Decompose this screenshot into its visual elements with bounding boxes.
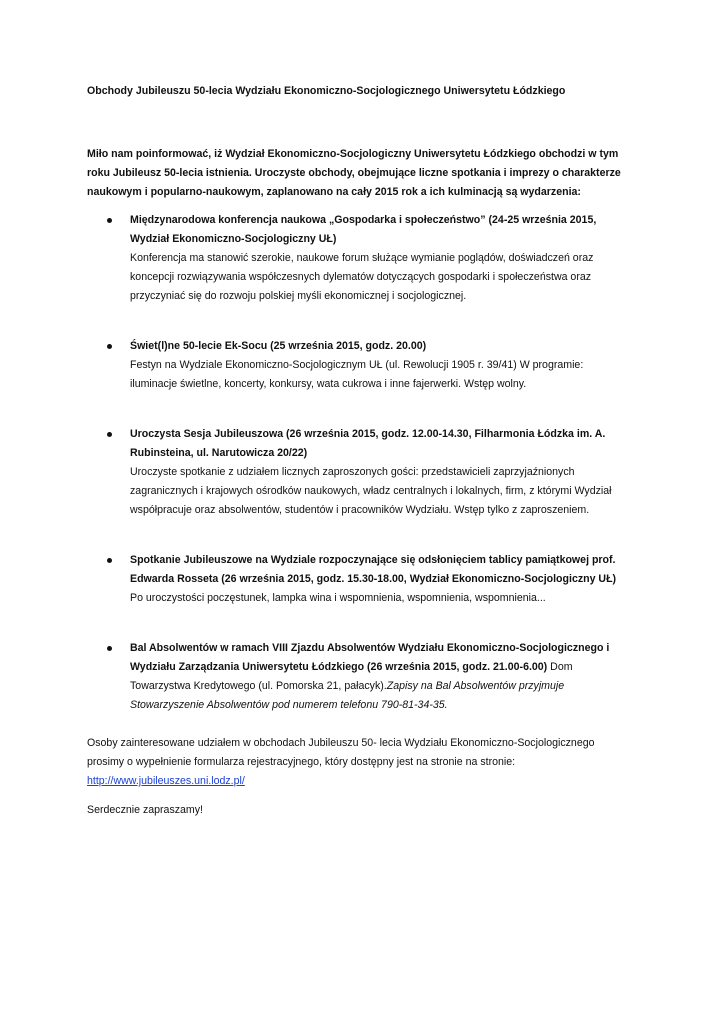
bullet-icon: [107, 646, 112, 651]
signoff-text: Serdecznie zapraszamy!: [87, 804, 203, 816]
event-description: Konferencja ma stanowić szerokie, naukowe forum służące wymianie poglądów, doświadczeń oraz koncepcji rozwiązywania współczesnych dylematów dotyczących gospodarki i społeczeństwa oraz przyczyniać się do rozwoju polskiej myśli ekonomicznej i socjologicznej.: [130, 252, 594, 302]
bullet-icon: [107, 344, 112, 349]
event-title: Spotkanie Jubileuszowe na Wydziale rozpoczynające się odsłonięciem tablicy pamiątkowej prof. Edwarda Rosseta (26 września 2015, godz. 15.30-18.00, Wydział Ekonomiczno-Socjologiczny UŁ): [130, 554, 617, 585]
event-description: Uroczyste spotkanie z udziałem licznych zaproszonych gości: przedstawicieli zaprzyjaźnionych zagranicznych i krajowych ośrodków naukowych, władz centralnych i lokalnych, firm, z którymi Wydział współpracuje oraz absolwentów, studentów i pracowników Wydziału. Wstęp tylko z zaproszeniem.: [130, 466, 612, 516]
list-item-festival: [87, 337, 627, 394]
event-title: Świet(l)ne 50-lecie Ek-Socu (25 września 2015, godz. 20.00): [130, 340, 427, 352]
closing-paragraph: [87, 734, 627, 791]
event-description: Festyn na Wydziale Ekonomiczno-Socjologicznym UŁ (ul. Rewolucji 1905 r. 39/41) W programie: iluminacje świetlne, koncerty, konkursy, wata cukrowa i inne fajerwerki. Wstęp wolny.: [130, 359, 584, 390]
event-title: Uroczysta Sesja Jubileuszowa (26 września 2015, godz. 12.00-14.30, Filharmonia Łódzka im. A. Rubinsteina, ul. Narutowicza 20/22): [130, 428, 606, 459]
event-title: Bal Absolwentów w ramach VIII Zjazdu Absolwentów Wydziału Ekonomiczno-Socjologicznego i Wydziału Zarządzania Uniwersytetu Łódzkiego (26 września 2015, godz. 21.00-6.00): [130, 642, 610, 673]
bullet-icon: [107, 218, 112, 223]
events-list: [87, 211, 627, 715]
closing-text: Osoby zainteresowane udziałem w obchodach Jubileuszu 50- lecia Wydziału Ekonomiczno-Socjologicznego prosimy o wypełnienie formularza rejestracyjnego, który dostępny jest na stronie na stronie:: [87, 737, 595, 768]
event-title: Międzynarodowa konferencja naukowa „Gospodarka i społeczeństwo” (24-25 września 2015, Wydział Ekonomiczno-Socjologiczny UŁ): [130, 214, 597, 245]
list-item-meeting: [87, 551, 627, 608]
event-description: Po uroczystości poczęstunek, lampka wina i wspomnienia, wspomnienia, wspomnienia...: [130, 592, 546, 604]
list-item-session: [87, 425, 627, 520]
list-item-conference: [87, 211, 627, 306]
registration-link[interactable]: http://www.jubileuszes.uni.lodz.pl/: [87, 775, 245, 787]
event-note: Zapisy na Bal Absolwentów przyjmuje Stowarzyszenie Absolwentów pod numerem telefonu 790-81-34-35.: [130, 680, 565, 711]
event-description: Dom Towarzystwa Kredytowego (ul. Pomorska 21, pałacyk).: [130, 661, 573, 692]
document-page: [87, 82, 627, 820]
bullet-icon: [107, 432, 112, 437]
intro-paragraph: Miło nam poinformować, iż Wydział Ekonomiczno-Socjologiczny Uniwersytetu Łódzkiego obchodzi w tym roku Jubileusz 50-lecia istnienia. Uroczyste obchody, obejmujące liczne spotkania i imprezy o charakterze naukowym i popularno-naukowym, zaplanowano na cały 2015 rok a ich kulminacją są wydarzenia:: [87, 148, 621, 198]
document-title: Obchody Jubileuszu 50-lecia Wydziału Ekonomiczno-Socjologicznego Uniwersytetu Łódzkiego: [87, 85, 566, 97]
list-item-ball: [87, 639, 627, 715]
bullet-icon: [107, 558, 112, 563]
